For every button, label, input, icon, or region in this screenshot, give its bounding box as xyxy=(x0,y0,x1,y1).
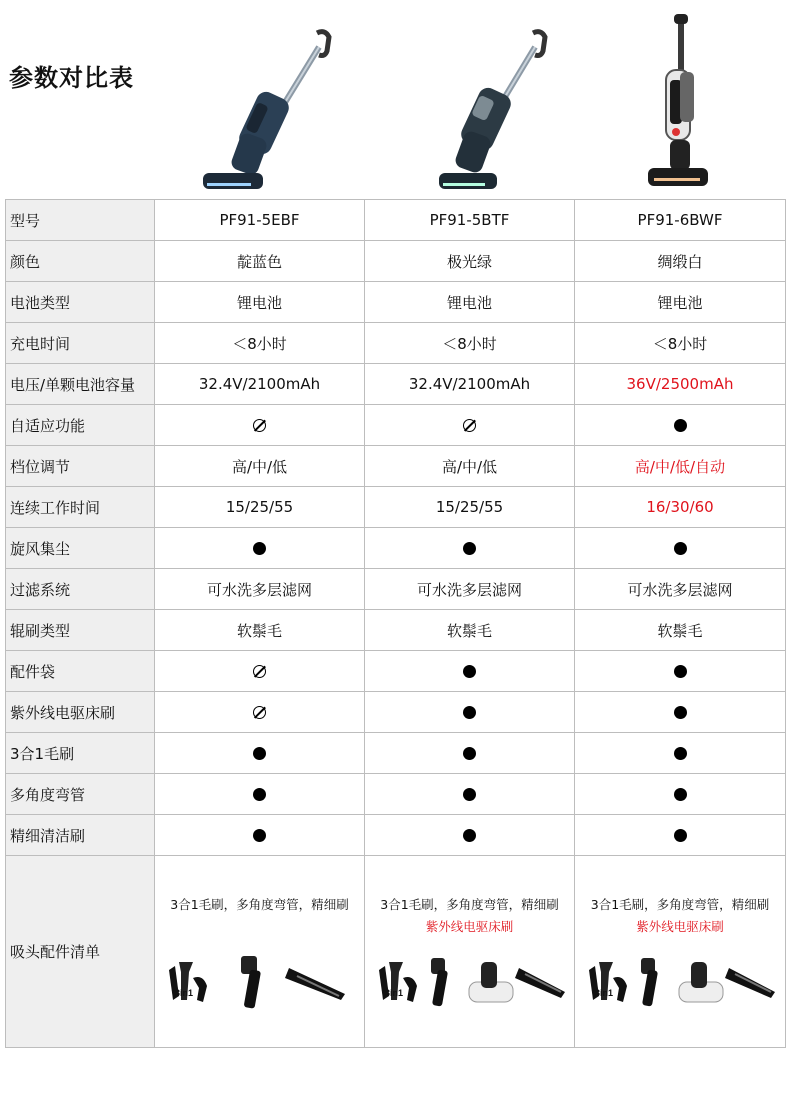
value-cell xyxy=(365,651,575,692)
row-label: 型号 xyxy=(6,200,155,241)
accessories-line: 3合1毛刷，多角度弯管，精细刷 xyxy=(380,897,559,912)
table-row xyxy=(6,569,786,610)
value-cell: ＜8小时 xyxy=(365,323,575,364)
filled-dot-icon xyxy=(463,829,476,842)
stick-vacuum-green-icon xyxy=(439,32,545,189)
table-row xyxy=(6,774,786,815)
row-label: 连续工作时间 xyxy=(6,487,155,528)
accessories-text xyxy=(155,894,364,916)
table-row xyxy=(6,241,786,282)
angled-tube-icon xyxy=(641,958,658,1007)
row-label: 充电时间 xyxy=(6,323,155,364)
angled-tube-icon xyxy=(431,958,448,1007)
value-cell xyxy=(155,405,365,446)
stick-vacuum-white-icon xyxy=(648,14,708,186)
product-image-3 xyxy=(640,12,730,192)
uv-bed-brush-icon xyxy=(679,962,723,1002)
value-cell: PF91-5EBF xyxy=(155,200,365,241)
value-cell: 极光绿 xyxy=(365,241,575,282)
value-cell xyxy=(155,692,365,733)
value-cell: 15/25/55 xyxy=(365,487,575,528)
value-cell xyxy=(155,774,365,815)
svg-text:3in1: 3in1 xyxy=(595,988,614,998)
row-label: 多角度弯管 xyxy=(6,774,155,815)
filled-dot-icon xyxy=(674,788,687,801)
page-title: 参数对比表 xyxy=(9,64,134,92)
three-in-one-brush-icon xyxy=(169,962,207,1002)
value-cell: 锂电池 xyxy=(365,282,575,323)
table-row xyxy=(6,282,786,323)
row-label: 旋风集尘 xyxy=(6,528,155,569)
table-row xyxy=(6,651,786,692)
accessories-row xyxy=(6,856,786,1048)
value-cell: 可水洗多层滤网 xyxy=(365,569,575,610)
table-row xyxy=(6,446,786,487)
angled-tube-icon xyxy=(241,956,261,1009)
value-cell: ＜8小时 xyxy=(575,323,786,364)
accessories-cell xyxy=(575,856,786,1048)
value-cell xyxy=(575,528,786,569)
crevice-tool-icon xyxy=(285,968,345,1000)
comparison-table xyxy=(5,199,786,1048)
row-label: 颜色 xyxy=(6,241,155,282)
stick-vacuum-blue-icon xyxy=(203,32,329,189)
crevice-tool-icon xyxy=(725,968,775,998)
filled-dot-icon xyxy=(674,747,687,760)
value-cell: 软鬃毛 xyxy=(155,610,365,651)
row-label: 配件袋 xyxy=(6,651,155,692)
product-image-2 xyxy=(425,25,565,195)
value-cell xyxy=(365,733,575,774)
value-cell xyxy=(155,733,365,774)
value-cell xyxy=(575,405,786,446)
table-row xyxy=(6,364,786,405)
value-cell xyxy=(365,692,575,733)
three-in-one-brush-icon xyxy=(379,962,417,1002)
filled-dot-icon xyxy=(463,788,476,801)
value-cell: 16/30/60 xyxy=(575,487,786,528)
row-label: 自适应功能 xyxy=(6,405,155,446)
table-row xyxy=(6,200,786,241)
svg-text:3in1: 3in1 xyxy=(385,988,404,998)
value-cell: 软鬃毛 xyxy=(575,610,786,651)
no-symbol-icon xyxy=(253,419,266,432)
value-cell: 锂电池 xyxy=(575,282,786,323)
filled-dot-icon xyxy=(253,829,266,842)
value-cell xyxy=(575,651,786,692)
accessories-line: 3合1毛刷，多角度弯管，精细刷 xyxy=(170,897,349,912)
table-row xyxy=(6,692,786,733)
value-cell: 高/中/低 xyxy=(365,446,575,487)
value-cell xyxy=(365,405,575,446)
row-label: 档位调节 xyxy=(6,446,155,487)
value-cell: PF91-5BTF xyxy=(365,200,575,241)
value-cell: 36V/2500mAh xyxy=(575,364,786,405)
value-cell: PF91-6BWF xyxy=(575,200,786,241)
no-symbol-icon xyxy=(253,665,266,678)
accessories-line: 3合1毛刷，多角度弯管，精细刷 xyxy=(590,897,770,912)
accessories-line-highlight: 紫外线电驱床刷 xyxy=(636,919,724,934)
value-cell: 高/中/低/自动 xyxy=(575,446,786,487)
value-cell: ＜8小时 xyxy=(155,323,365,364)
value-cell xyxy=(575,774,786,815)
filled-dot-icon xyxy=(463,665,476,678)
accessories-line-highlight: 紫外线电驱床刷 xyxy=(425,919,514,934)
value-cell: 靛蓝色 xyxy=(155,241,365,282)
row-label: 电压/单颗电池容量 xyxy=(6,364,155,405)
value-cell xyxy=(155,651,365,692)
value-cell xyxy=(155,528,365,569)
row-label: 吸头配件清单 xyxy=(6,856,155,1048)
filled-dot-icon xyxy=(674,665,687,678)
value-cell xyxy=(575,733,786,774)
accessories-text xyxy=(365,894,574,938)
table-row xyxy=(6,610,786,651)
row-label: 紫外线电驱床刷 xyxy=(6,692,155,733)
table-row xyxy=(6,487,786,528)
three-in-one-brush-icon xyxy=(589,962,627,1002)
filled-dot-icon xyxy=(674,419,687,432)
value-cell: 锂电池 xyxy=(155,282,365,323)
value-cell: 15/25/55 xyxy=(155,487,365,528)
row-label: 辊刷类型 xyxy=(6,610,155,651)
value-cell: 可水洗多层滤网 xyxy=(155,569,365,610)
filled-dot-icon xyxy=(463,542,476,555)
filled-dot-icon xyxy=(463,747,476,760)
table-row xyxy=(6,323,786,364)
product-image-1 xyxy=(195,25,335,195)
table-row xyxy=(6,815,786,856)
table-row xyxy=(6,528,786,569)
filled-dot-icon xyxy=(253,542,266,555)
svg-text:3in1: 3in1 xyxy=(175,988,194,998)
row-label: 精细清洁刷 xyxy=(6,815,155,856)
table-row xyxy=(6,733,786,774)
value-cell: 32.4V/2100mAh xyxy=(365,364,575,405)
value-cell: 高/中/低 xyxy=(155,446,365,487)
accessories-text xyxy=(575,894,785,938)
value-cell: 软鬃毛 xyxy=(365,610,575,651)
value-cell xyxy=(575,815,786,856)
value-cell xyxy=(365,774,575,815)
value-cell xyxy=(155,815,365,856)
crevice-tool-icon xyxy=(515,968,565,998)
value-cell xyxy=(365,528,575,569)
no-symbol-icon xyxy=(253,706,266,719)
filled-dot-icon xyxy=(253,747,266,760)
value-cell: 可水洗多层滤网 xyxy=(575,569,786,610)
accessories-cell xyxy=(155,856,365,1048)
value-cell xyxy=(575,692,786,733)
no-symbol-icon xyxy=(463,419,476,432)
value-cell: 32.4V/2100mAh xyxy=(155,364,365,405)
filled-dot-icon xyxy=(674,542,687,555)
row-label: 过滤系统 xyxy=(6,569,155,610)
accessories-cell xyxy=(365,856,575,1048)
filled-dot-icon xyxy=(674,706,687,719)
value-cell: 绸缎白 xyxy=(575,241,786,282)
row-label: 3合1毛刷 xyxy=(6,733,155,774)
uv-bed-brush-icon xyxy=(469,962,513,1002)
filled-dot-icon xyxy=(674,829,687,842)
row-label: 电池类型 xyxy=(6,282,155,323)
filled-dot-icon xyxy=(463,706,476,719)
table-row xyxy=(6,405,786,446)
value-cell xyxy=(365,815,575,856)
filled-dot-icon xyxy=(253,788,266,801)
